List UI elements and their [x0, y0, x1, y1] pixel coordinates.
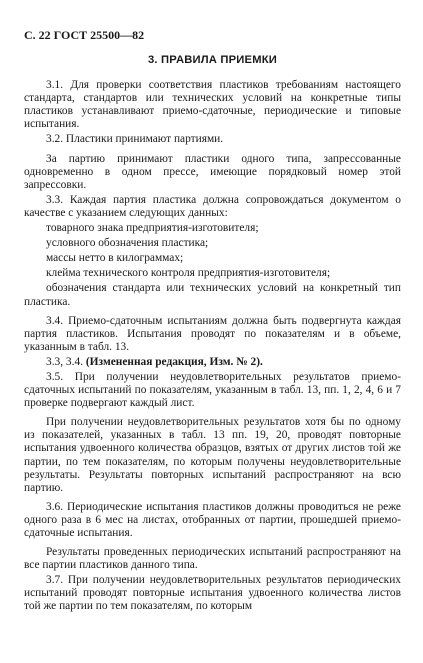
section-title: 3. ПРАВИЛА ПРИЕМКИ	[148, 54, 277, 66]
amendment-note	[24, 356, 401, 369]
paragraph-3-5: 3.5. При получении неудовлетворительных результатов приемо-сдаточных испытаний по показателям, указанным в табл. 13, пп. 1, 2, 4, 6 и 7 проверке подвергают каждый лист.	[24, 370, 401, 410]
paragraph-3-2-batch: За партию принимают пластики одного типа, запрессованные одновременно в одном прессе, имеющие порядковый номер этой запрессовки.	[24, 152, 401, 191]
paragraph-3-5-repeat: При получении неудовлетворительных результатов хотя бы по одному из показателей, указанных в табл. 13 пп. 19, 20, проводят повторные испытания удвоенного количества образцов, взятых от других листов той же партии, по тем показателям, по которым получены неудовлетворительные результаты. Результаты повторных испытаний распространяют на всю партию.	[24, 416, 401, 494]
page-header: С. 22 ГОСТ 25500—82	[24, 28, 145, 42]
paragraph-3-4: 3.4. Приемо-сдаточным испытаниям должна быть подвергнута каждая партия пластиков. Испытания проводят по показателям и в объеме, указанным в табл. 13.	[24, 314, 401, 353]
paragraph-3-3: 3.3. Каждая партия пластика должна сопровождаться документом о качестве с указанием следующих данных:	[24, 193, 401, 219]
paragraph-3-6-results: Результаты проведенных периодических испытаний распространяют на все партии пластиков данного типа.	[24, 546, 401, 572]
list-item: товарного знака предприятия-изготовителя;	[46, 222, 259, 235]
paragraph-3-6: 3.6. Периодические испытания пластиков должны проводиться не реже одного раза в 6 мес на листах, отобранных от партии, прошедшей приемо-сдаточные испытания.	[24, 500, 401, 539]
amendment-text: (Измененная редакция, Изм. № 2).	[85, 355, 263, 368]
paragraph-3-1: 3.1. Для проверки соответствия пластиков требованиям настоящего стандарта, стандартов или технических условий на конкретные типы пластиков устанавливают приемо-сдаточные, периодические и типовые испытания.	[24, 79, 401, 131]
amendment-ref: 3.3, 3.4.	[46, 355, 84, 368]
paragraph-3-2: 3.2. Пластики принимают партиями.	[46, 133, 224, 146]
list-item: условного обозначения пластика;	[46, 237, 209, 250]
paragraph-3-7: 3.7. При получении неудовлетворительных результатов периодических испытаний проводят повторные испытания удвоенного количества листов той же партии по тем показателям, по которым	[24, 574, 401, 613]
list-item: обозначения стандарта или технических условий на конкретный тип пластика.	[24, 282, 401, 308]
list-item: клейма технического контроля предприятия-изготовителя;	[46, 267, 331, 280]
list-item: массы нетто в килограммах;	[46, 252, 184, 265]
